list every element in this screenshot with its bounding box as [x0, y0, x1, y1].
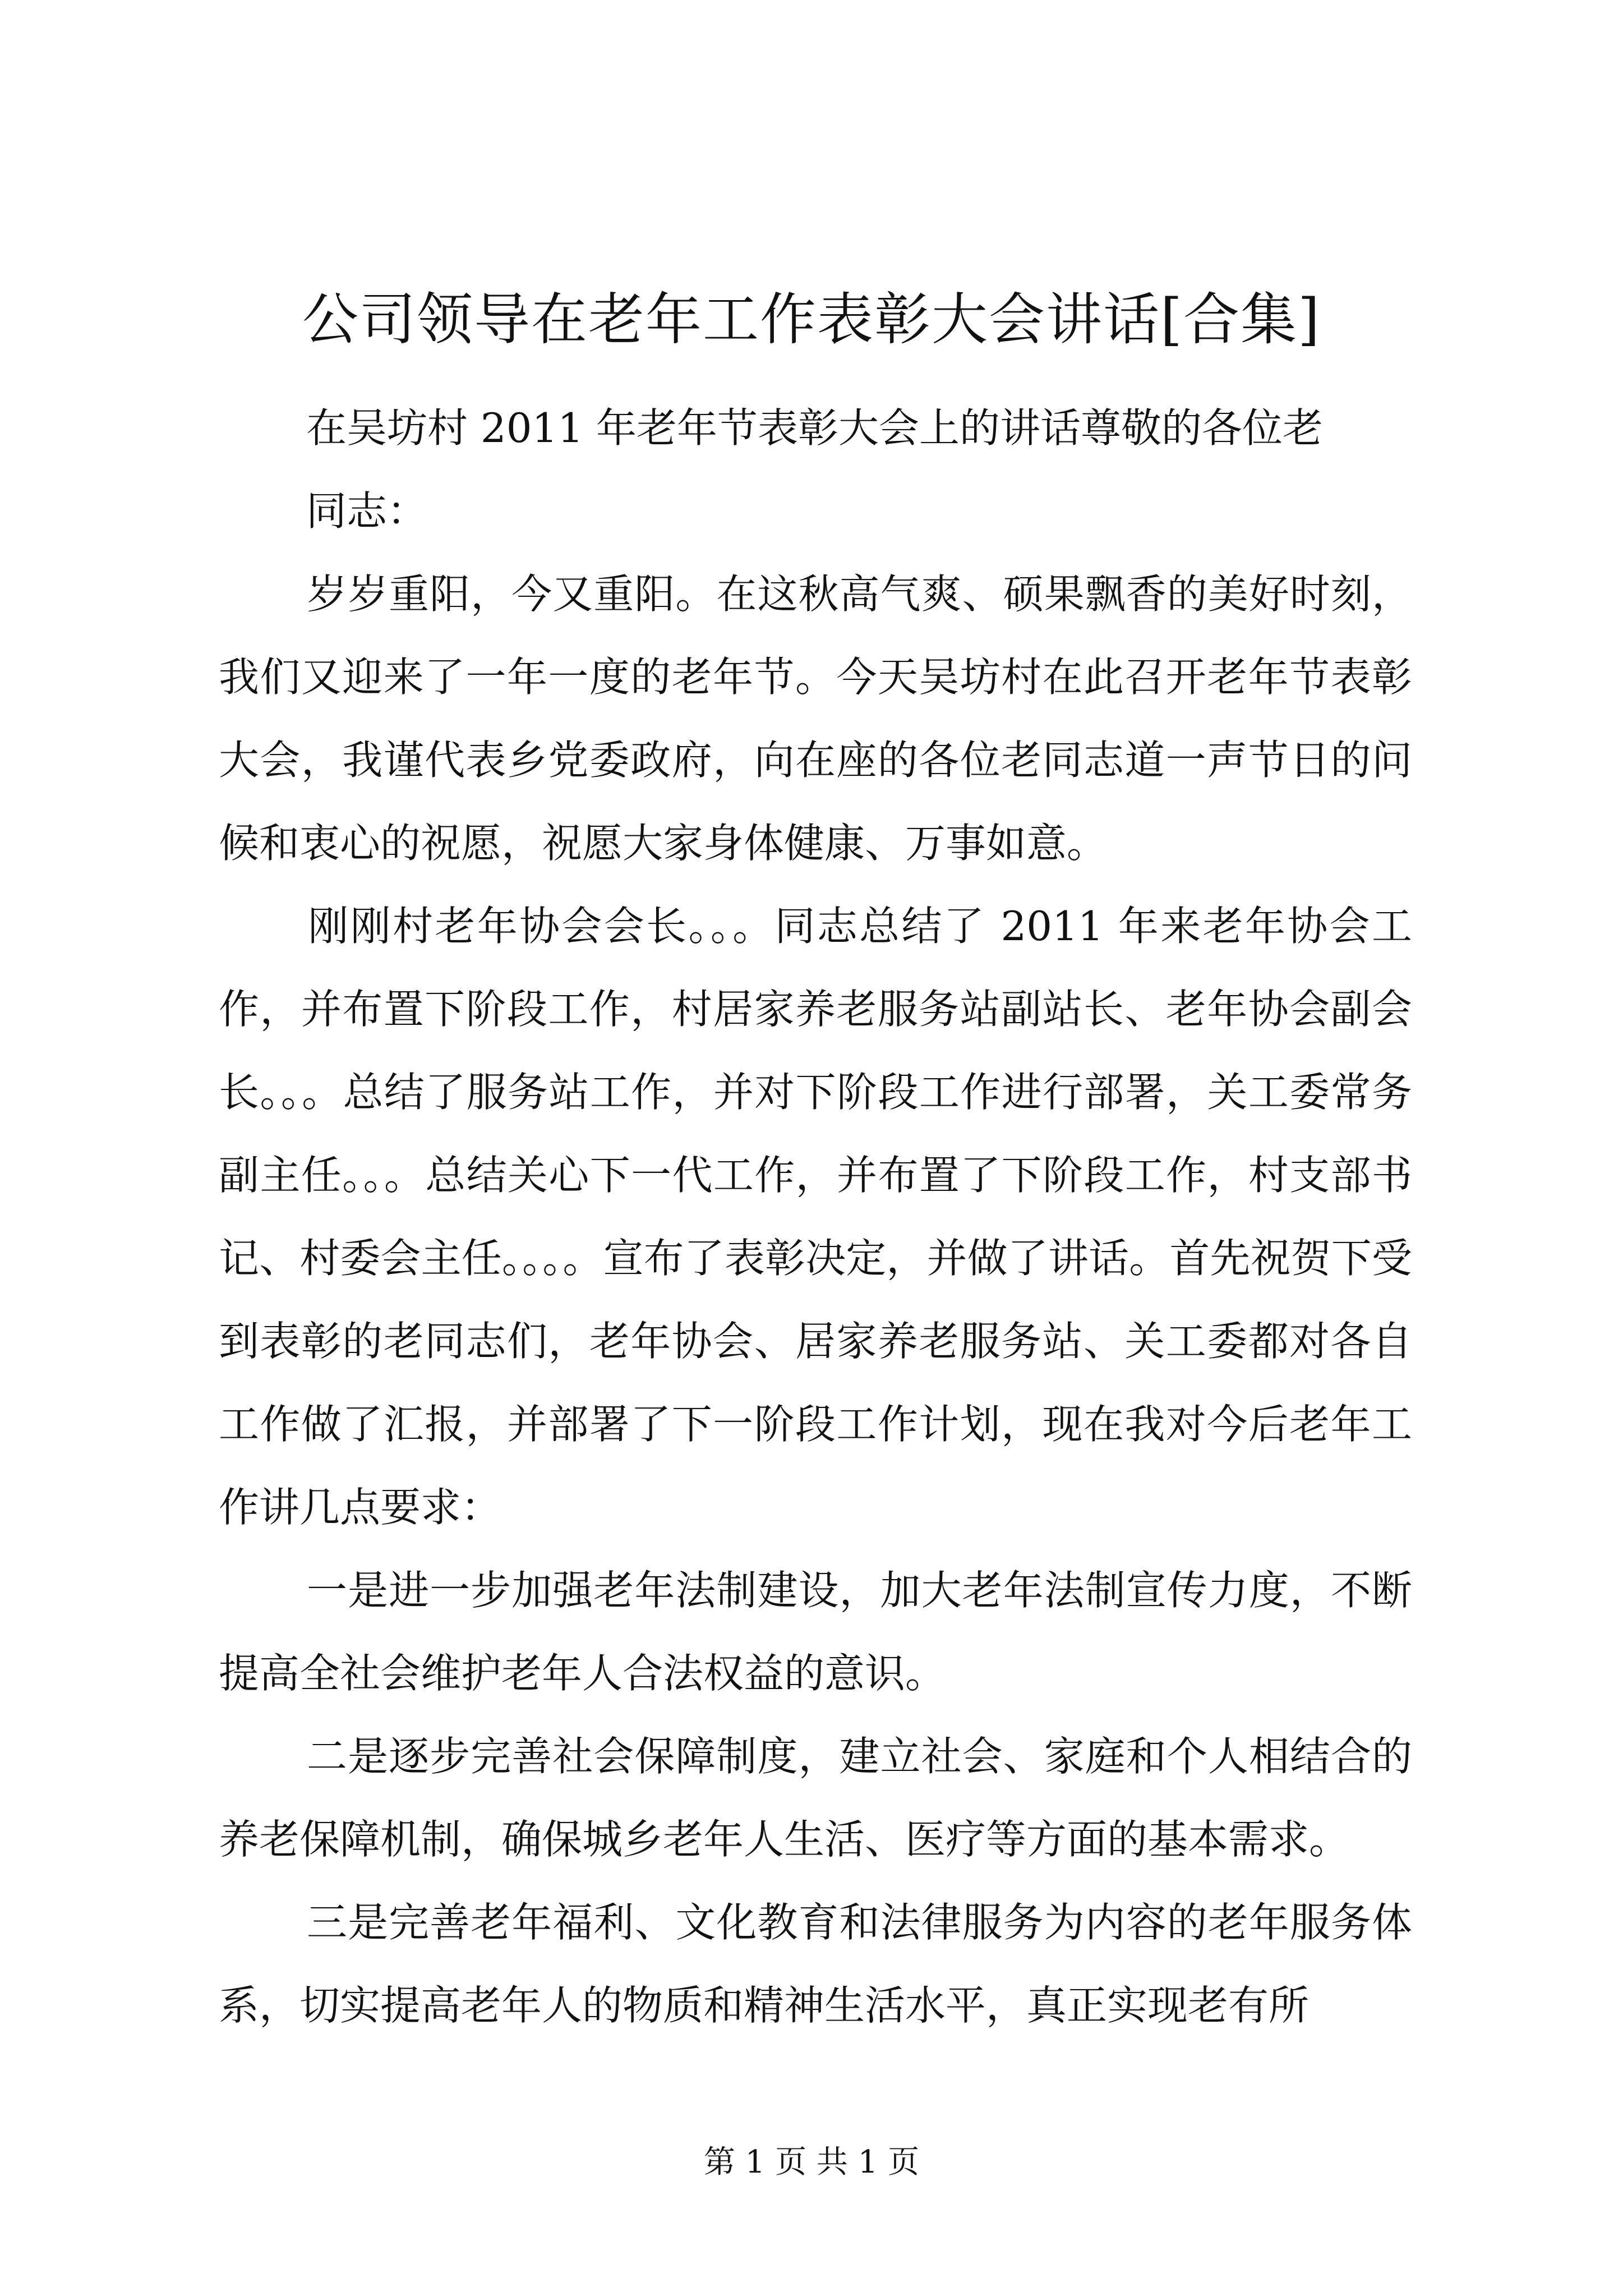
page-footer: 第 1 页 共 1 页	[703, 2144, 920, 2180]
paragraph-5-text: 三是完善老年福利、文化教育和法律服务为内容的老年服务体系，切实提高老年人的物质和精神生活水平，真正实现老有所	[219, 1899, 1412, 2029]
paragraph-1	[219, 553, 1412, 885]
paragraph-3-text: 一是进一步加强老年法制建设，加大老年法制宣传力度，不断提高全社会维护老年人合法权益的意识。	[219, 1567, 1412, 1697]
paragraph-3	[219, 1549, 1412, 1715]
paragraph-5	[219, 1881, 1412, 2047]
paragraph-2-text: 刚刚村老年协会会长。。。同志总结了 2011 年来老年协会工作，并布置下阶段工作，村居家养老服务站副站长、老年协会副会长。。。总结了服务站工作，并对下阶段工作进行部署，关工委常务副主任。。。总结关心下一代工作，并布置了下阶段工作，村支部书记、村委会主任。。。。宣布了表彰决定，并做了讲话。首先祝贺下受到表彰的老同志们，老年协会、居家养老服务站、关工委都对各自工作做了汇报，并部署了下一阶段工作计划，现在我对今后老年工作讲几点要求：	[219, 903, 1412, 1531]
paragraph-2	[219, 885, 1412, 1549]
intro-line-2: 同志：	[306, 487, 428, 535]
paragraph-4-text: 二是逐步完善社会保障制度，建立社会、家庭和个人相结合的养老保障机制，确保城乡老年人生活、医疗等方面的基本需求。	[219, 1733, 1412, 1863]
document-title: 公司领导在老年工作表彰大会讲话[合集]	[302, 287, 1321, 352]
paragraph-4	[219, 1715, 1412, 1881]
intro-line-1: 在吴坊村 2011 年老年节表彰大会上的讲话尊敬的各位老	[306, 404, 1324, 452]
paragraph-1-text: 岁岁重阳，今又重阳。在这秋高气爽、硕果飘香的美好时刻，我们又迎来了一年一度的老年节。今天吴坊村在此召开老年节表彰大会，我谨代表乡党委政府，向在座的各位老同志道一声节日的问候和衷心的祝愿，祝愿大家身体健康、万事如意。	[219, 570, 1412, 867]
